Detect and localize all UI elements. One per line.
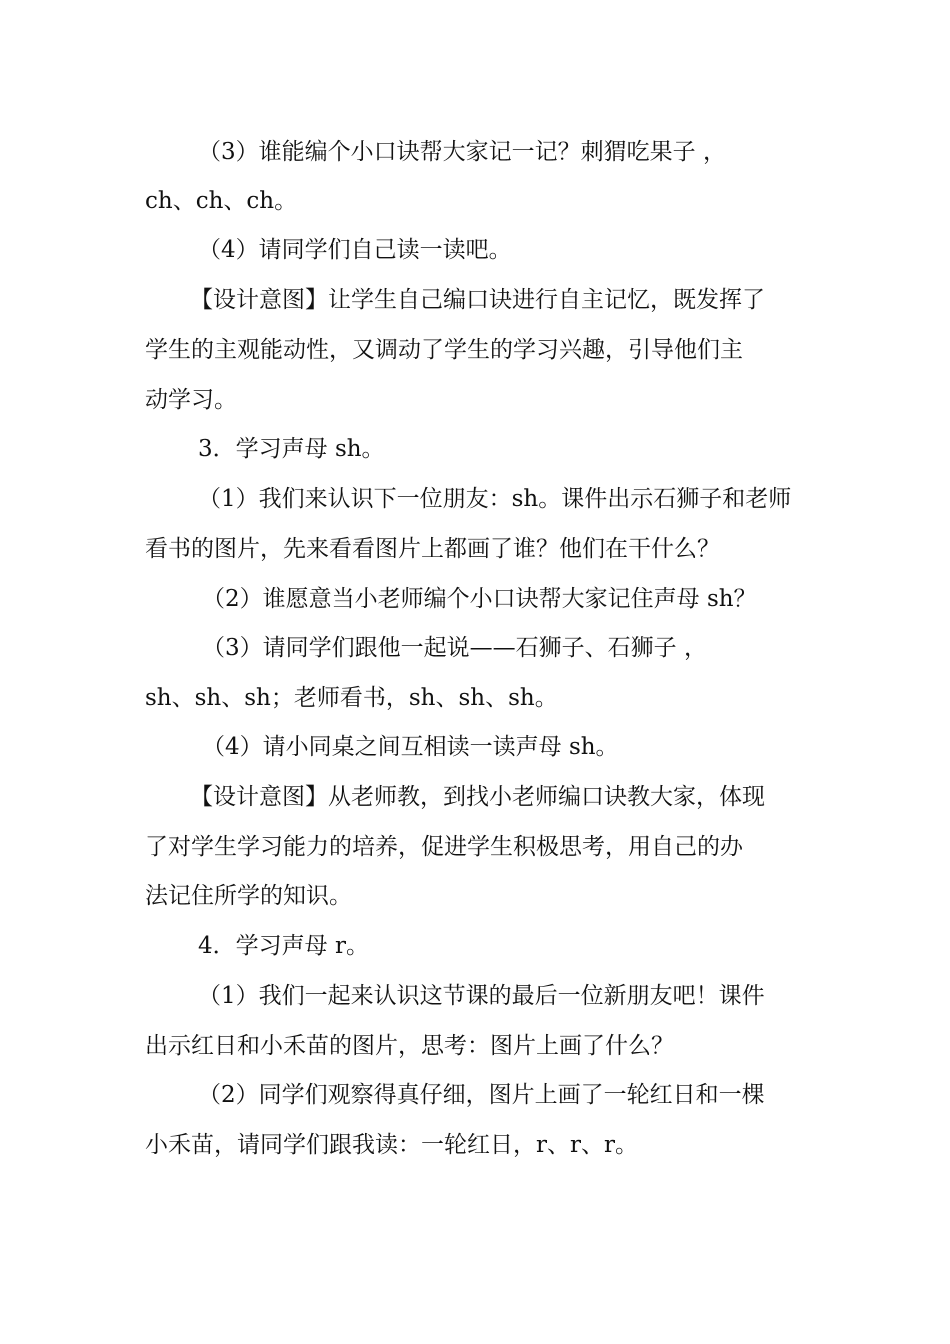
paragraph-line: ch、ch、ch。 (145, 188, 298, 214)
paragraph-line: （2）谁愿意当小老师编个小口诀帮大家记住声母 sh？ (202, 586, 757, 612)
paragraph-line: （1）我们一起来认识这节课的最后一位新朋友吧！课件 (198, 983, 765, 1009)
paragraph-line: （4）请同学们自己读一读吧。 (198, 237, 512, 263)
paragraph-line: （4）请小同桌之间互相读一读声母 sh。 (202, 734, 619, 760)
paragraph-line: 学生的主观能动性，又调动了学生的学习兴趣，引导他们主 (145, 337, 743, 363)
paragraph-line: sh、sh、sh；老师看书，sh、sh、sh。 (145, 685, 558, 711)
paragraph-line: 小禾苗，请同学们跟我读：一轮红日，r、r、r。 (145, 1132, 638, 1158)
paragraph-line: 动学习。 (145, 387, 237, 413)
paragraph-line: 法记住所学的知识。 (145, 883, 352, 909)
paragraph-line: （2）同学们观察得真仔细，图片上画了一轮红日和一棵 (198, 1082, 765, 1108)
paragraph-line: 看书的图片，先来看看图片上都画了谁？他们在干什么？ (145, 536, 720, 562)
paragraph-line: （1）我们来认识下一位朋友：sh。课件出示石狮子和老师 (198, 486, 792, 512)
paragraph-line: 了对学生学习能力的培养，促进学生积极思考，用自己的办 (145, 834, 743, 860)
design-intent-line: 【设计意图】从老师教，到找小老师编口诀教大家，体现 (190, 784, 765, 810)
design-intent-line: 【设计意图】让学生自己编口诀进行自主记忆，既发挥了 (190, 287, 765, 313)
section-heading-sh: 3．学习声母 sh。 (198, 436, 385, 462)
paragraph-line: （3）谁能编个小口诀帮大家记一记？刺猬吃果子 ， (198, 139, 726, 165)
paragraph-line: （3）请同学们跟他一起说——石狮子、石狮子 ， (202, 635, 707, 661)
section-heading-r: 4．学习声母 r。 (198, 933, 369, 959)
paragraph-line: 出示红日和小禾苗的图片，思考：图片上画了什么？ (145, 1033, 674, 1059)
